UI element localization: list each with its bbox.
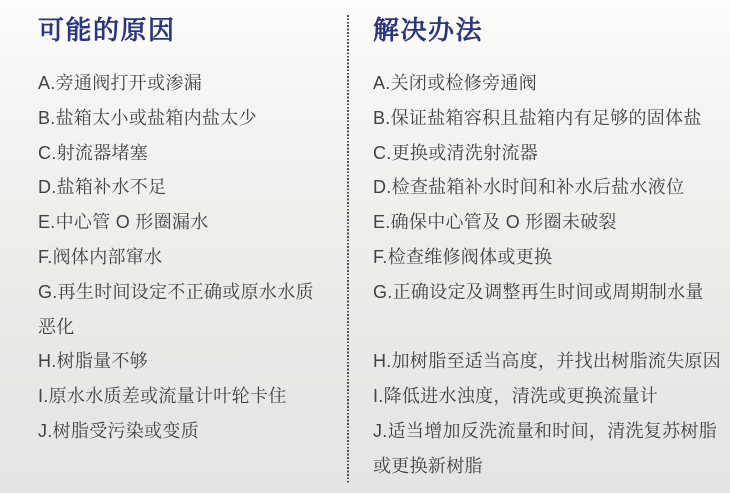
- cause-cell: [0, 101, 347, 136]
- table-row: [0, 275, 730, 345]
- solutions-column-header: 解决办法: [373, 15, 484, 45]
- cause-line: F.阀体内部窜水: [38, 246, 163, 267]
- rows: [0, 66, 730, 484]
- solution-cell: [347, 101, 730, 136]
- solution-cell: [347, 136, 730, 171]
- cause-cell: [0, 66, 347, 101]
- table-row: [0, 240, 730, 275]
- table-row: [0, 66, 730, 101]
- solution-line: G.正确设定及调整再生时间或周期制水量: [373, 281, 704, 302]
- solution-cell: [347, 66, 730, 101]
- solution-cell: [347, 414, 730, 484]
- solution-cell: [347, 344, 730, 379]
- table-row: [0, 170, 730, 205]
- cause-line: J.树脂受污染或变质: [38, 420, 199, 441]
- table-row: [0, 414, 730, 484]
- solution-line: E.确保中心管及 O 形圈未破裂: [373, 212, 617, 233]
- causes-column-header: 可能的原因: [38, 15, 176, 45]
- solution-cell: [347, 170, 730, 205]
- solution-line: F.检查维修阀体或更换: [373, 246, 553, 267]
- solution-cell: [347, 379, 730, 414]
- solution-line: A.关闭或检修旁通阀: [373, 73, 538, 93]
- solution-cell: [347, 205, 730, 240]
- table-row: [0, 101, 730, 136]
- cause-line: I.原水水质差或流量计叶轮卡住: [38, 386, 287, 407]
- solution-line: H.加树脂至适当高度，并找出树脂流失原因: [373, 351, 721, 372]
- cause-line: H.树脂量不够: [38, 351, 149, 372]
- cause-line: C.射流器堵塞: [38, 142, 149, 163]
- cause-cell: [0, 205, 347, 240]
- cause-cell: [0, 344, 347, 379]
- table-row: [0, 205, 730, 240]
- cause-cell: [0, 414, 347, 449]
- cause-line: A.旁通阀打开或渗漏: [38, 73, 203, 93]
- solution-cell: [347, 240, 730, 275]
- solution-line: B.保证盐箱容积且盐箱内有足够的固体盐: [373, 107, 702, 128]
- solution-line: D.检查盐箱补水时间和补水后盐水液位: [373, 177, 685, 198]
- cause-line: 恶化: [38, 316, 75, 337]
- cause-cell: [0, 136, 347, 171]
- cause-cell: [0, 379, 347, 414]
- cause-line: D.盐箱补水不足: [38, 177, 167, 198]
- cause-line: G.再生时间设定不正确或原水水质: [38, 281, 314, 302]
- cause-cell: [0, 275, 347, 345]
- cause-line: E.中心管 O 形圈漏水: [38, 212, 209, 233]
- cause-cell: [0, 240, 347, 275]
- cause-cell: [0, 170, 347, 205]
- table-row: [0, 136, 730, 171]
- cause-line: B.盐箱太小或盐箱内盐太少: [38, 107, 257, 128]
- table-row: [0, 379, 730, 414]
- solution-cell: [347, 275, 730, 310]
- solution-line: 或更换新树脂: [373, 455, 483, 476]
- solution-line: I.降低进水浊度，清洗或更换流量计: [373, 386, 659, 407]
- solution-line: C.更换或清洗射流器: [373, 142, 538, 163]
- solution-line: J.适当增加反洗流量和时间，清洗复苏树脂: [373, 420, 717, 441]
- table-row: [0, 344, 730, 379]
